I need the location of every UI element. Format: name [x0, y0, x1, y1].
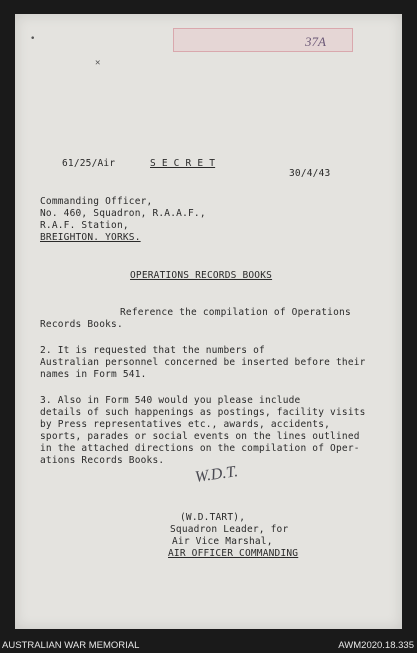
subject-heading: OPERATIONS RECORDS BOOKS	[130, 270, 273, 281]
paragraph-line: sports, parades or social events on the lines outlined	[40, 431, 360, 442]
paragraph-line: 3. Also in Form 540 would you please include	[40, 395, 301, 406]
document-date: 30/4/43	[289, 168, 331, 179]
signatory-line: Air Vice Marshal,	[172, 536, 273, 547]
paragraph-line: details of such happenings as postings, facility visits	[40, 407, 366, 418]
paragraph-line: Australian personnel concerned be inserted before their	[40, 357, 366, 368]
footer-accession-number: AWM2020.18.335	[338, 640, 414, 651]
paragraph-line: ations Records Books.	[40, 455, 165, 466]
signatory-line: Squadron Leader, for	[170, 524, 289, 535]
addressee-line: No. 460, Squadron, R.A.A.F.,	[40, 208, 206, 219]
addressee-line: BREIGHTON. YORKS.	[40, 232, 141, 243]
pin-mark: ✕	[95, 58, 101, 68]
classification: S E C R E T	[150, 158, 216, 169]
paragraph-line: by Press representatives etc., awards, accidents,	[40, 419, 331, 430]
file-reference: 61/25/Air	[62, 158, 116, 169]
paragraph-line: Reference the compilation of Operations	[120, 307, 351, 318]
stamp	[173, 28, 353, 52]
stamp-reference: 37A	[305, 34, 326, 49]
paragraph-line: in the attached directions on the compilation of Oper-	[40, 443, 360, 454]
addressee-line: R.A.F. Station,	[40, 220, 129, 231]
signatory-line: (W.D.TART),	[180, 512, 246, 523]
signatory-line: AIR OFFICER COMMANDING	[168, 548, 299, 559]
pin-mark: •	[30, 34, 36, 44]
paragraph-line: 2. It is requested that the numbers of	[40, 345, 265, 356]
paragraph-line: names in Form 541.	[40, 369, 147, 380]
handwritten-signature: W.D.T.	[193, 463, 240, 486]
addressee-line: Commanding Officer,	[40, 196, 153, 207]
footer-credit: AUSTRALIAN WAR MEMORIAL	[2, 640, 140, 651]
paragraph-line: Records Books.	[40, 319, 123, 330]
